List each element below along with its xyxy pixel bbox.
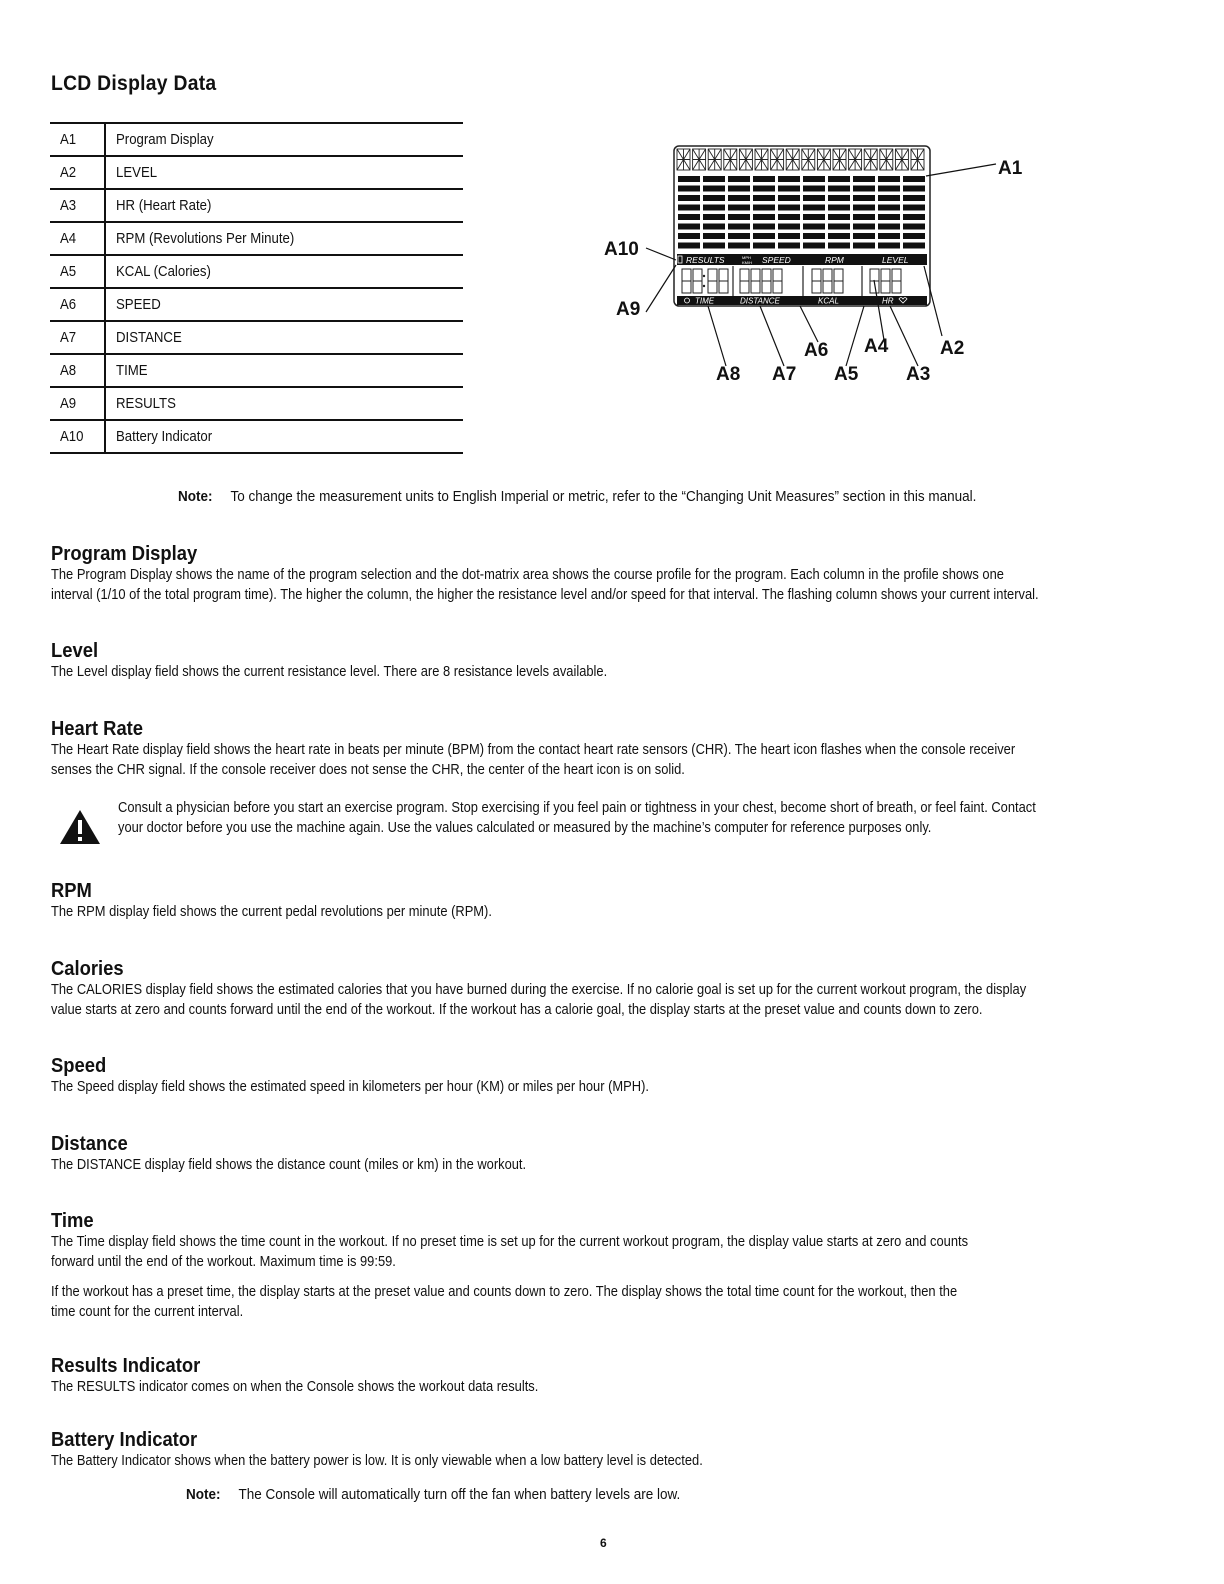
callout-a4: A4 [864, 336, 889, 357]
profile-segment [728, 214, 750, 220]
profile-segment [803, 186, 825, 192]
profile-segment [803, 243, 825, 249]
legend-code: A1 [50, 123, 105, 156]
section-text: The Time display field shows the time count in the workout. If no preset time is set up for the current workout program, the display value starts at zero and counts forward until the end of the workout. Maximum time is 99:59. [51, 1233, 969, 1270]
profile-segment [903, 195, 925, 201]
section-text: The RESULTS indicator comes on when the Console shows the workout data results. [51, 1378, 539, 1395]
profile-segment [853, 186, 875, 192]
section-text: The RPM display field shows the current pedal revolutions per minute (RPM). [51, 903, 492, 920]
profile-segment [703, 243, 725, 249]
profile-segment [678, 233, 700, 239]
profile-segment [878, 243, 900, 249]
profile-segment [878, 214, 900, 220]
section-text: The Speed display field shows the estimated speed in kilometers per hour (KM) or miles per hour (MPH). [51, 1078, 649, 1095]
section-level [51, 640, 1181, 682]
section-heading: Time [51, 1210, 94, 1232]
profile-segment [803, 195, 825, 201]
bottom-label-time: TIME [695, 296, 715, 306]
profile-segment [803, 205, 825, 211]
profile-segment [778, 243, 800, 249]
profile-segment [753, 243, 775, 249]
alnum-cell [802, 149, 815, 170]
tab-label-speed: SPEED [762, 255, 791, 265]
section-program-display [51, 543, 1181, 605]
legend-row [50, 321, 463, 354]
profile-segment [828, 224, 850, 230]
alnum-cell [708, 149, 721, 170]
alnum-cell [880, 149, 893, 170]
alnum-cell [693, 149, 706, 170]
profile-segment [778, 205, 800, 211]
profile-segment [678, 243, 700, 249]
profile-segment [778, 176, 800, 182]
section-text: The CALORIES display field shows the estimated calories that you have burned during the exercise. If no calorie goal is set up for the current workout program, the display value starts at zero and counts forward until the end of the workout. If the workout has a calorie goal, the display starts at the preset value and counts down to zero. [51, 981, 1027, 1018]
profile-segment [903, 176, 925, 182]
profile-segment [678, 214, 700, 220]
warning-icon [58, 808, 102, 846]
alnum-cell [817, 149, 830, 170]
alnum-cell [724, 149, 737, 170]
page-title: LCD Display Data [51, 72, 217, 95]
profile-segment [853, 233, 875, 239]
profile-segment [753, 233, 775, 239]
profile-segment [753, 224, 775, 230]
profile-segment [703, 214, 725, 220]
legend-label: TIME [105, 354, 463, 387]
alnum-cell [739, 149, 752, 170]
section-heading: Heart Rate [51, 718, 144, 740]
profile-segment [853, 195, 875, 201]
section-battery-indicator [51, 1429, 1181, 1471]
profile-segment [728, 205, 750, 211]
profile-segment [678, 176, 700, 182]
legend-label: Battery Indicator [105, 420, 463, 453]
callout-a6: A6 [804, 340, 829, 361]
profile-segment [753, 195, 775, 201]
section-heading: Calories [51, 958, 124, 980]
profile-segment [878, 176, 900, 182]
section-text: The Battery Indicator shows when the battery power is low. It is only viewable when a low battery level is detected. [51, 1452, 703, 1469]
legend-label: LEVEL [105, 156, 463, 189]
legend-row [50, 387, 463, 420]
legend-code: A8 [50, 354, 105, 387]
section-heading: Results Indicator [51, 1355, 201, 1377]
callout-a3: A3 [906, 364, 931, 385]
profile-segment [728, 195, 750, 201]
profile-segment [703, 195, 725, 201]
profile-segment [728, 233, 750, 239]
profile-segment [803, 233, 825, 239]
section-heading: Level [51, 640, 99, 662]
alnum-cell [849, 149, 862, 170]
profile-segment [778, 195, 800, 201]
note-text: To change the measurement units to English Imperial or metric, refer to the “Changing Unit Measures” section in this manual. [230, 488, 977, 505]
bottom-label-hr: HR [882, 296, 894, 306]
profile-segment [853, 224, 875, 230]
profile-segment [853, 176, 875, 182]
legend-row [50, 123, 463, 156]
alnum-cell [771, 149, 784, 170]
alnum-cell [911, 149, 924, 170]
profile-segment [903, 233, 925, 239]
profile-segment [828, 205, 850, 211]
profile-segment [703, 233, 725, 239]
callout-a7: A7 [772, 364, 797, 385]
profile-segment [903, 224, 925, 230]
alnum-cell [786, 149, 799, 170]
profile-segment [753, 205, 775, 211]
profile-segment [678, 205, 700, 211]
section-distance [51, 1133, 1181, 1175]
legend-row [50, 288, 463, 321]
bottom-label-distance: DISTANCE [740, 296, 780, 306]
section-heading: RPM [51, 880, 92, 902]
profile-segment [753, 214, 775, 220]
profile-segment [878, 186, 900, 192]
profile-segment [703, 176, 725, 182]
profile-segment [903, 186, 925, 192]
profile-segment [703, 205, 725, 211]
tab-label-results: RESULTS [686, 255, 725, 265]
tab-label-level: LEVEL [882, 255, 909, 265]
legend-label: RPM (Revolutions Per Minute) [105, 222, 463, 255]
profile-segment [903, 214, 925, 220]
section-text: The Program Display shows the name of the program selection and the dot-matrix area shows the course profile for the program. Each column in the profile shows one interval (1/10 of the total program time). The higher the column, the higher the resistance level and/or speed for that interval. The flashing column shows your current interval. [51, 566, 1039, 603]
note-text: The Console will automatically turn off the fan when battery levels are low. [238, 1486, 681, 1503]
warning-text: Consult a physician before you start an exercise program. Stop exercising if you feel pain or tightness in your chest, become short of breath, or feel faint. Contact your doctor before you use the machine again. Use the values calculated or measured by the machine’s computer for reference purposes only. [118, 799, 1036, 836]
legend-row [50, 222, 463, 255]
profile-segment [803, 214, 825, 220]
alnum-cell [755, 149, 768, 170]
note-label: Note: [186, 1486, 221, 1503]
legend-code: A10 [50, 420, 105, 453]
profile-segment [703, 224, 725, 230]
profile-segment [878, 224, 900, 230]
section-heading: Battery Indicator [51, 1429, 198, 1451]
section-heart-rate [51, 718, 1181, 780]
profile-segment [703, 186, 725, 192]
profile-segment [728, 176, 750, 182]
legend-row [50, 189, 463, 222]
profile-segment [828, 243, 850, 249]
legend-code: A5 [50, 255, 105, 288]
callout-a5: A5 [834, 364, 859, 385]
profile-segment [853, 205, 875, 211]
profile-segment [903, 243, 925, 249]
section-speed [51, 1055, 1181, 1097]
section-heading: Speed [51, 1055, 107, 1077]
alnum-cell [864, 149, 877, 170]
legend-row [50, 420, 463, 453]
profile-segment [728, 224, 750, 230]
profile-segment [828, 195, 850, 201]
profile-segment [678, 195, 700, 201]
profile-segment [753, 186, 775, 192]
profile-segment [728, 186, 750, 192]
alnum-cell [833, 149, 846, 170]
speed-unit-top: MPH [742, 255, 751, 260]
legend-label: DISTANCE [105, 321, 463, 354]
legend-label: Program Display [105, 123, 463, 156]
lcd-legend-table [50, 122, 463, 454]
profile-segment [778, 214, 800, 220]
profile-segment [778, 186, 800, 192]
profile-segment [678, 186, 700, 192]
section-heading: Program Display [51, 543, 198, 565]
note-units [178, 488, 976, 505]
note-label: Note: [178, 488, 213, 505]
profile-segment [828, 176, 850, 182]
legend-code: A4 [50, 222, 105, 255]
legend-code: A9 [50, 387, 105, 420]
legend-code: A6 [50, 288, 105, 321]
legend-row [50, 354, 463, 387]
section-calories [51, 958, 1181, 1020]
alnum-cell [895, 149, 908, 170]
section-rpm [51, 880, 1181, 922]
callout-a1: A1 [998, 158, 1023, 179]
profile-segment [753, 176, 775, 182]
profile-segment [903, 205, 925, 211]
profile-segment [878, 195, 900, 201]
legend-code: A7 [50, 321, 105, 354]
profile-segment [828, 233, 850, 239]
profile-segment [828, 186, 850, 192]
legend-row [50, 156, 463, 189]
note-battery [186, 1486, 680, 1503]
profile-segment [778, 224, 800, 230]
profile-segment [853, 214, 875, 220]
alnum-cell [677, 149, 690, 170]
profile-segment [878, 205, 900, 211]
speed-unit-bottom: KM/H [742, 260, 752, 265]
tab-label-rpm: RPM [825, 255, 844, 265]
profile-segment [878, 233, 900, 239]
section-text: The DISTANCE display field shows the distance count (miles or km) in the workout. [51, 1156, 527, 1173]
legend-row [50, 255, 463, 288]
profile-segment [853, 243, 875, 249]
legend-label: HR (Heart Rate) [105, 189, 463, 222]
legend-label: RESULTS [105, 387, 463, 420]
profile-segment [828, 214, 850, 220]
profile-segment [803, 176, 825, 182]
section-results-indicator [51, 1355, 1181, 1397]
callout-a2: A2 [940, 338, 965, 359]
section-text: If the workout has a preset time, the display starts at the preset value and counts down to zero. The display shows the total time count for the workout, then the time count for the current interval. [51, 1283, 958, 1320]
page-number: 6 [600, 1536, 607, 1550]
section-text: The Level display field shows the current resistance level. There are 8 resistance levels available. [51, 663, 608, 680]
legend-label: SPEED [105, 288, 463, 321]
section-heading: Distance [51, 1133, 128, 1155]
callout-a9: A9 [616, 299, 641, 320]
profile-segment [678, 224, 700, 230]
profile-segment [728, 243, 750, 249]
callout-a8: A8 [716, 364, 741, 385]
lcd-display-diagram [600, 140, 1040, 390]
section-time [51, 1210, 1181, 1322]
callout-a10: A10 [604, 239, 639, 260]
bottom-label-kcal: KCAL [818, 296, 839, 306]
legend-code: A2 [50, 156, 105, 189]
legend-code: A3 [50, 189, 105, 222]
profile-segment [803, 224, 825, 230]
profile-segment [778, 233, 800, 239]
legend-label: KCAL (Calories) [105, 255, 463, 288]
section-text: The Heart Rate display field shows the heart rate in beats per minute (BPM) from the contact heart rate sensors (CHR). The heart icon flashes when the console receiver senses the CHR signal. If the console receiver does not sense the CHR, the center of the heart icon is on solid. [51, 741, 1016, 778]
